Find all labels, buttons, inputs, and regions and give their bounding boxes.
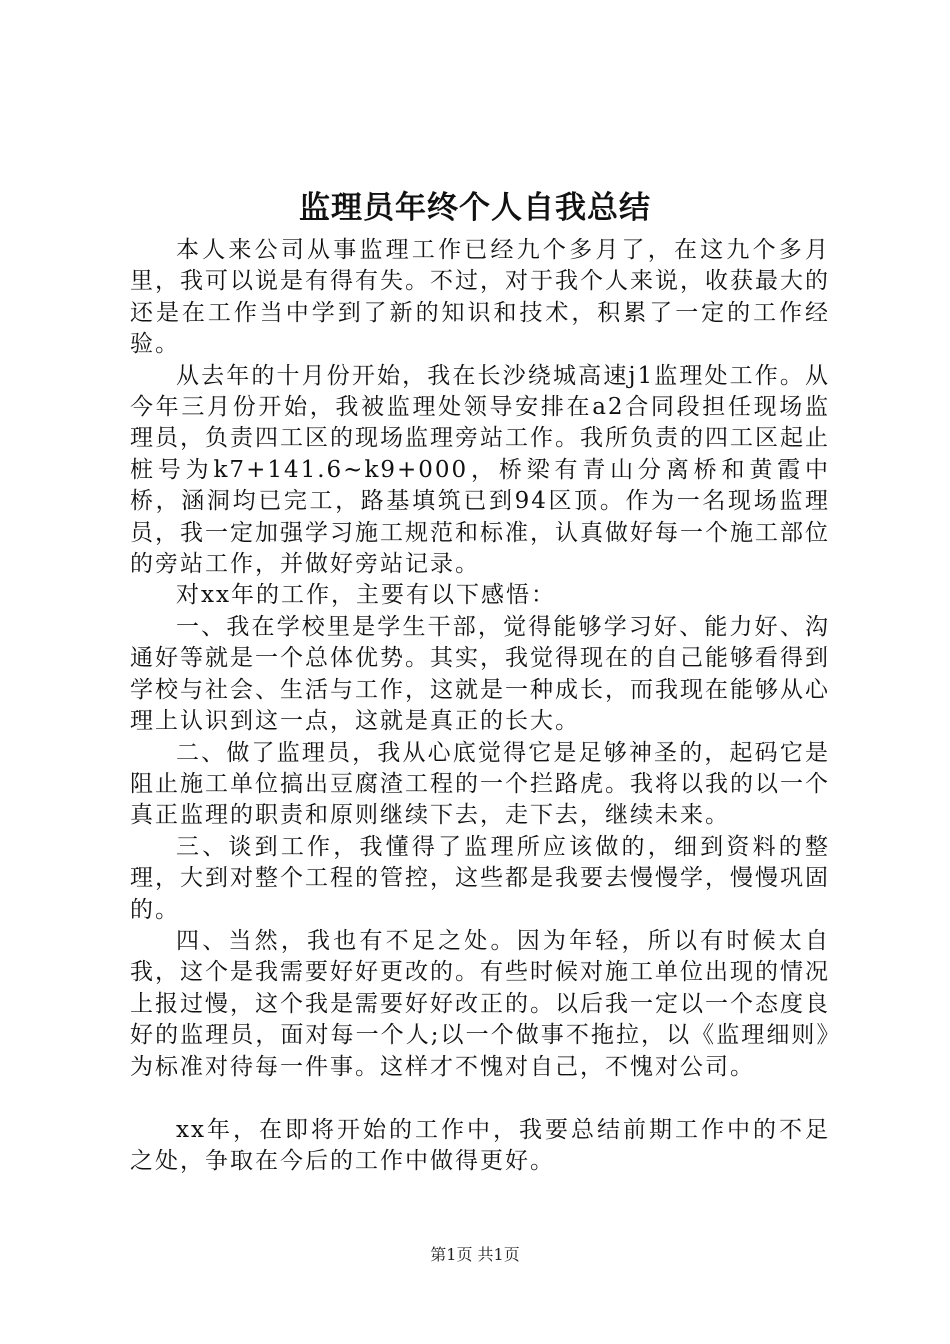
paragraph-spacer (130, 1083, 830, 1115)
paragraph-closing: xx年，在即将开始的工作中，我要总结前期工作中的不足之处，争取在今后的工作中做得更好。 (130, 1116, 830, 1175)
paragraph-intro: 本人来公司从事监理工作已经九个多月了，在这九个多月里，我可以说是有得有失。不过，对于我个人来说，收获最大的还是在工作当中学到了新的知识和技术，积累了一定的工作经验。 (130, 237, 830, 358)
document-title: 监理员年终个人自我总结 (299, 190, 651, 226)
paragraph-insights-lead: 对xx年的工作，主要有以下感悟： (176, 582, 556, 609)
page-number: 第1页 共1页 (430, 1245, 520, 1264)
paragraph-insight-2: 二、做了监理员，我从心底觉得它是足够神圣的，起码它是阻止施工单位搞出豆腐渣工程的一个拦路虎。我将以我的以一个真正监理的职责和原则继续下去，走下去，继续未来。 (130, 739, 830, 829)
paragraph-insight-4: 四、当然，我也有不足之处。因为年轻，所以有时候太自我，这个是我需要好好更改的。有些时候对施工单位出现的情况上报过慢，这个我是需要好好改正的。以后我一定以一个态度良好的监理员，面对每一个人;以一个做事不拖拉，以《监理细则》为标准对待每一件事。这样才不愧对自己，不愧对公司。 (130, 927, 830, 1080)
paragraph-work-history: 从去年的十月份开始，我在长沙绕城高速j1监理处工作。从今年三月份开始，我被监理处领导安排在a2合同段担任现场监理员，负责四工区的现场监理旁站工作。我所负责的四工区起止桩号为k7+141.6~k9+000，桥梁有青山分离桥和黄霞中桥，涵洞均已完工，路基填筑已到94区顶。作为一名现场监理员，我一定加强学习施工规范和标准，认真做好每一个施工部位的旁站工作，并做好旁站记录。 (130, 362, 830, 578)
paragraph-insight-3: 三、谈到工作，我懂得了监理所应该做的，细到资料的整理，大到对整个工程的管控，这些都是我要去慢慢学，慢慢巩固的。 (130, 833, 830, 923)
document-body (130, 235, 830, 1178)
paragraph-insight-1: 一、我在学校里是学生干部，觉得能够学习好、能力好、沟通好等就是一个总体优势。其实，我觉得现在的自己能够看得到学校与社会、生活与工作，这就是一种成长，而我现在能够从心理上认识到这一点，这就是真正的长大。 (130, 613, 830, 735)
